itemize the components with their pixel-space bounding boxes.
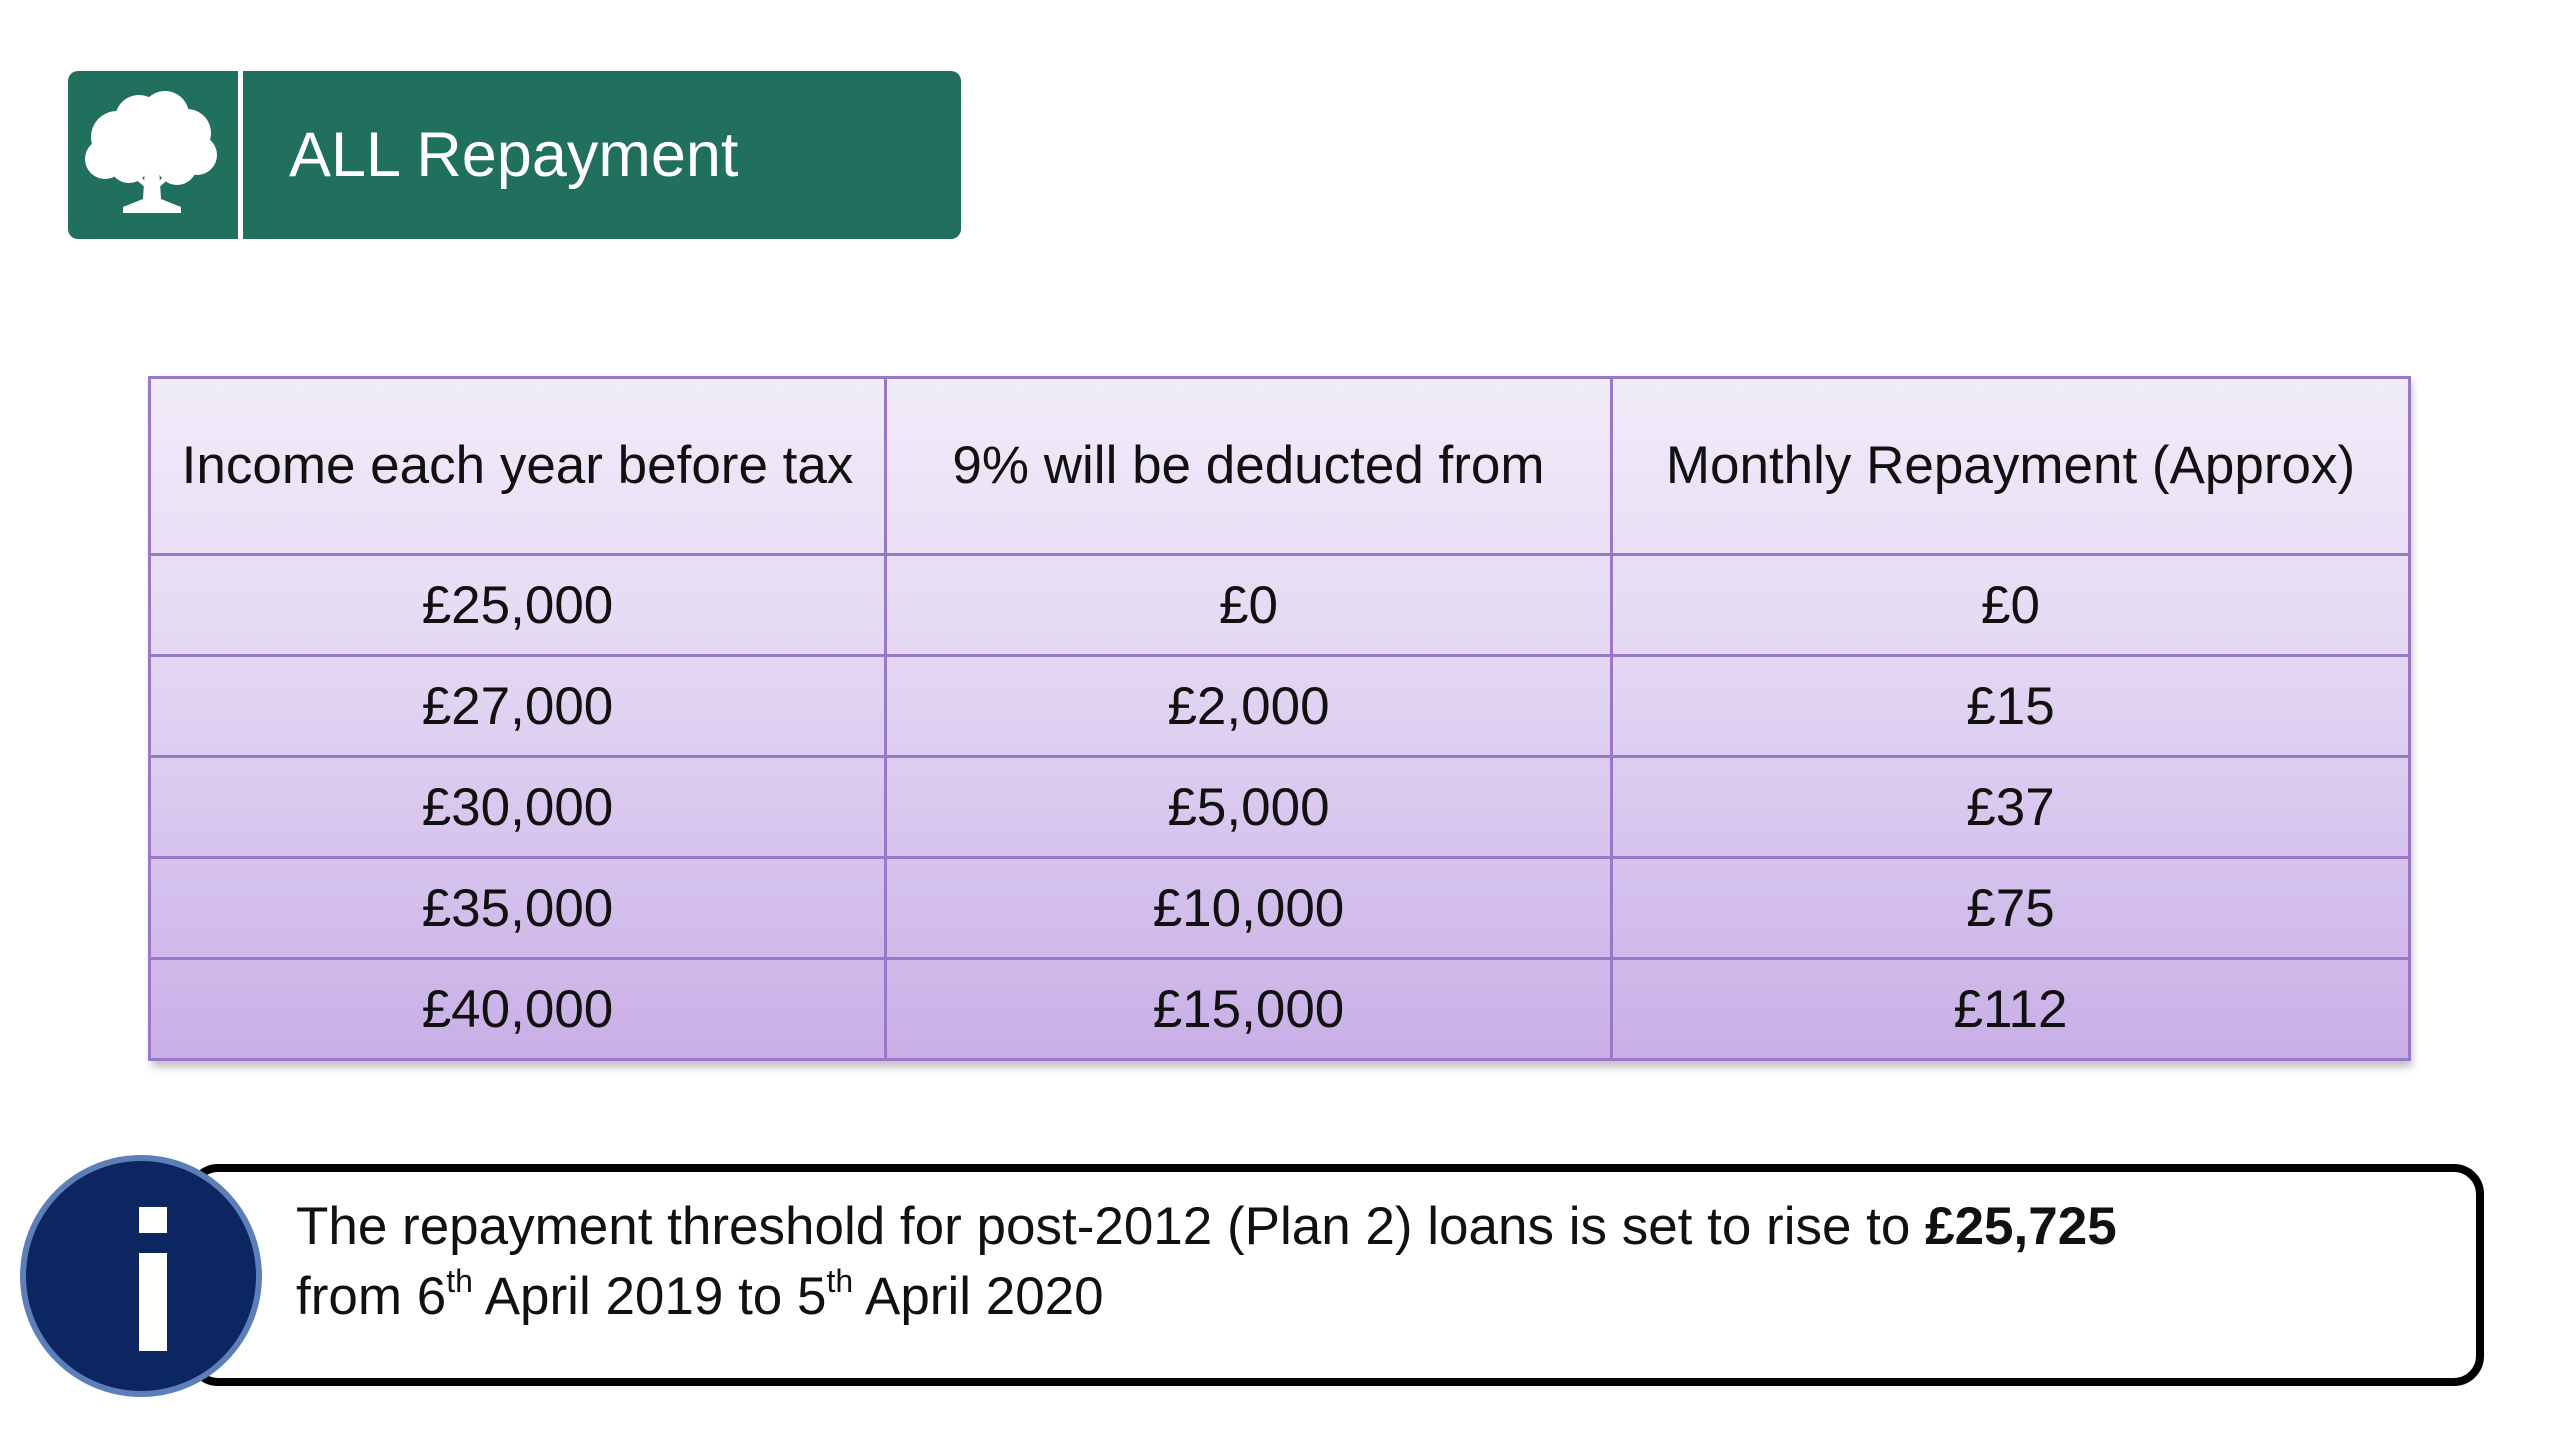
info-line2-mid: April 2019 to 5 <box>472 1267 827 1326</box>
ordinal-suffix: th <box>826 1263 854 1299</box>
header-banner <box>68 71 961 239</box>
oak-tree-icon <box>77 89 227 221</box>
cell-deducted-from: £5,000 <box>886 757 1612 858</box>
cell-income: £35,000 <box>150 858 886 959</box>
info-line2-end: April 2020 <box>853 1267 1104 1326</box>
info-icon-stem <box>139 1253 167 1351</box>
repayment-table <box>148 376 2411 1061</box>
cell-monthly-repayment: £37 <box>1612 757 2410 858</box>
ordinal-suffix: th <box>446 1263 473 1299</box>
table-row <box>150 959 2410 1060</box>
cell-monthly-repayment: £75 <box>1612 858 2410 959</box>
table-row <box>150 555 2410 656</box>
info-icon-dot <box>139 1207 167 1233</box>
cell-monthly-repayment: £0 <box>1612 555 2410 656</box>
info-text <box>296 1192 2446 1332</box>
table-row <box>150 858 2410 959</box>
page-title: ALL Repayment <box>289 120 739 190</box>
info-line1: The repayment threshold for post-2012 (Plan 2) loans is set to rise to <box>296 1197 1926 1256</box>
cell-deducted-from: £10,000 <box>886 858 1612 959</box>
cell-deducted-from: £0 <box>886 555 1612 656</box>
cell-income: £30,000 <box>150 757 886 858</box>
info-icon <box>20 1155 262 1397</box>
cell-income: £27,000 <box>150 656 886 757</box>
info-line2-from: from 6 <box>296 1267 447 1326</box>
repayment-table-container <box>148 376 2408 1061</box>
cell-deducted-from: £15,000 <box>886 959 1612 1060</box>
banner-divider <box>238 71 243 239</box>
table-row <box>150 757 2410 858</box>
cell-income: £40,000 <box>150 959 886 1060</box>
cell-monthly-repayment: £112 <box>1612 959 2410 1060</box>
table-header-row <box>150 378 2410 555</box>
logo <box>68 71 236 239</box>
cell-deducted-from: £2,000 <box>886 656 1612 757</box>
cell-monthly-repayment: £15 <box>1612 656 2410 757</box>
column-header-deducted-from: 9% will be deducted from <box>886 378 1612 555</box>
table-row <box>150 656 2410 757</box>
cell-income: £25,000 <box>150 555 886 656</box>
column-header-monthly-repayment: Monthly Repayment (Approx) <box>1612 378 2410 555</box>
info-callout <box>188 1164 2484 1386</box>
threshold-amount: £25,725 <box>1925 1197 2117 1256</box>
column-header-income: Income each year before tax <box>150 378 886 555</box>
